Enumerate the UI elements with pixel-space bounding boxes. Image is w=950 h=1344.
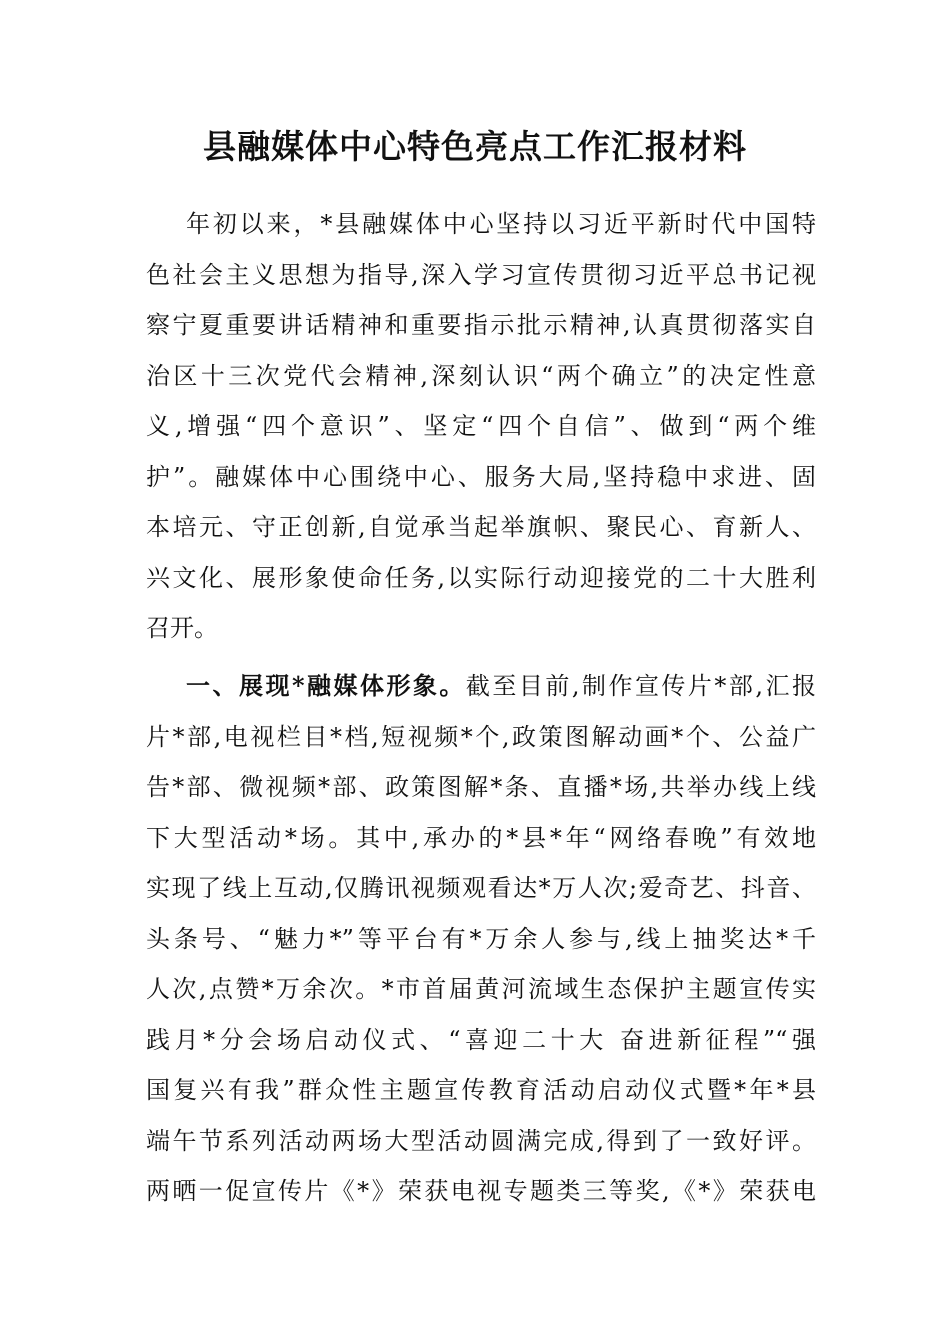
paragraph-line: 本培元、守正创新,自觉承当起举旗帜、聚民心、育新人、 [146,513,816,541]
paragraph-line: 实现了线上互动,仅腾讯视频观看达*万人次;爱奇艺、抖音、 [146,874,816,902]
paragraph-line: 色社会主义思想为指导,深入学习宣传贯彻习近平总书记视 [146,260,816,289]
paragraph-line: 告*部、微视频*部、政策图解*条、直播*场,共举办线上线 [146,773,816,801]
intro-paragraph [146,199,816,654]
paragraph-line: 头条号、“魅力*”等平台有*万余人参与,线上抽奖达*千 [146,924,816,953]
paragraph-line: 国复兴有我”群众性主题宣传教育活动启动仪式暨*年*县 [146,1076,816,1104]
paragraph-line: 察宁夏重要讲话精神和重要指示批示精神,认真贯彻落实自 [146,311,816,339]
paragraph-line: 端午节系列活动两场大型活动圆满完成,得到了一致好评。 [146,1126,816,1155]
paragraph-line: 践月*分会场启动仪式、“喜迎二十大 奋进新征程”“强 [146,1025,816,1054]
paragraph-line: 治区十三次党代会精神,深刻认识“两个确立”的决定性意 [146,361,816,390]
paragraph-line: 年初以来，*县融媒体中心坚持以习近平新时代中国特 [186,210,816,238]
paragraph-line [146,661,816,712]
paragraph-line: 片*部,电视栏目*档,短视频*个,政策图解动画*个、公益广 [146,722,816,751]
paragraph-line: 义,增强“四个意识”、坚定“四个自信”、做到“两个维 [146,412,816,440]
section-heading: 一、展现*融媒体形象。 [186,671,466,700]
paragraph-line: 人次,点赞*万余次。*市首届黄河流域生态保护主题宣传实 [146,975,816,1003]
page-title: 县融媒体中心特色亮点工作汇报材料 [203,127,747,166]
paragraph-line: 两晒一促宣传片《*》荣获电视专题类三等奖,《*》荣获电 [146,1177,816,1205]
paragraph-line: 兴文化、展形象使命任务,以实际行动迎接党的二十大胜利 [146,563,816,592]
paragraph-line: 下大型活动*场。其中,承办的*县*年“网络春晚”有效地 [146,823,816,852]
section-text: 截至目前,制作宣传片*部,汇报 [465,672,816,700]
section-one-paragraph [146,661,816,1217]
paragraph-line: 召开。 [146,614,218,642]
paragraph-line: 护”。融媒体中心围绕中心、服务大局,坚持稳中求进、固 [146,462,816,491]
